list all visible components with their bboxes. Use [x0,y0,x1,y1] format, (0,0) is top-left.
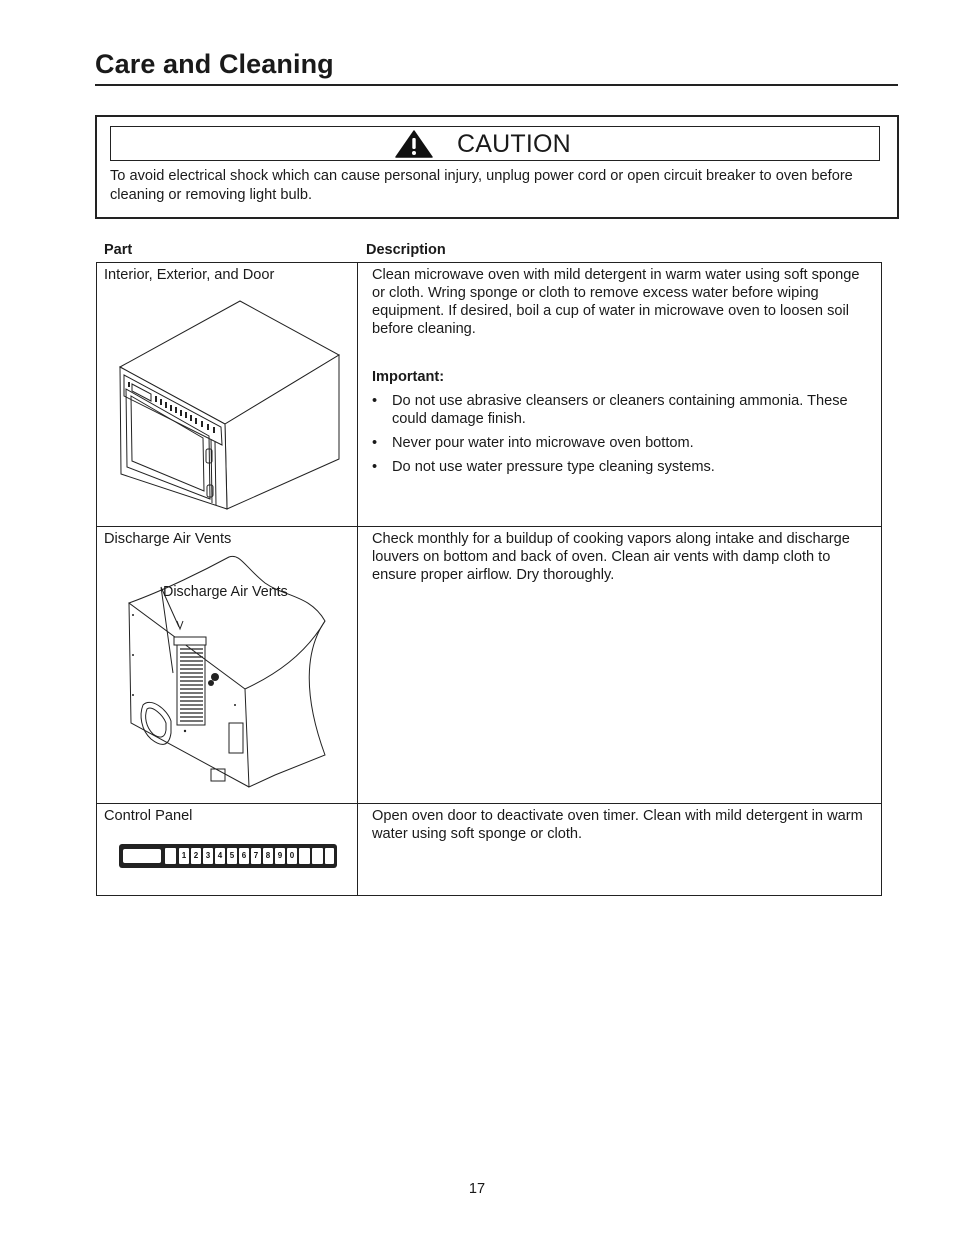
caution-header [110,126,880,161]
keypad-mode-key [165,848,176,864]
part-cell [97,804,358,896]
part-name: Interior, Exterior, and Door [104,267,275,283]
description-text: Clean microwave oven with mild detergent in warm water using soft sponge or cloth. Wring sponge or cloth to remove excess water before wiping equipment. If desired, boil a cup of water in microwave oven to loosen soil before cleaning. [372,267,860,337]
description-cell [358,804,882,896]
keypad-key: 3 [203,848,213,864]
warning-triangle-icon [395,130,433,158]
part-name: Control Panel [104,808,193,824]
keypad-key: 5 [227,848,237,864]
important-label: Important: [372,369,445,385]
column-header-part: Part [104,242,133,258]
description-text: Check monthly for a buildup of cooking vapors along intake and discharge louvers on bottom and back of oven. Clean air vents with damp cloth to ensure proper airflow. Dry thoroughly. [372,531,850,583]
keypad-key: 6 [239,848,249,864]
control-panel-keypad-illustration [119,844,337,868]
keypad-function-key [299,848,310,864]
caution-text: To avoid electrical shock which can cause personal injury, unplug power cord or open circuit breaker to oven before cleaning or removing light bulb. [110,168,853,203]
page-title: Care and Cleaning [95,49,334,79]
list-item: • Do not use abrasive cleansers or cleaners containing ammonia. These could damage finish. [372,392,873,428]
description-cell [358,527,882,804]
table-row [97,263,882,527]
keypad-display [123,849,161,863]
description-text: Open oven door to deactivate oven timer. Clean with mild detergent in warm water using soft sponge or cloth. [372,808,863,842]
keypad-key: 8 [263,848,273,864]
title-rule [95,84,898,86]
keypad-start-key [312,848,323,864]
keypad-key: 4 [215,848,225,864]
part-cell [97,527,358,804]
caution-label: CAUTION [457,130,571,158]
microwave-oven-illustration [115,299,345,513]
table-row [97,527,882,804]
description-cell [358,263,882,527]
part-name: Discharge Air Vents [104,531,232,547]
part-cell [97,263,358,527]
keypad-key: 1 [179,848,189,864]
care-table [96,262,882,896]
keypad-key: 7 [251,848,261,864]
important-list [372,392,873,476]
keypad-key: 2 [191,848,201,864]
page-number: 17 [468,1181,486,1197]
vents-callout-label: Discharge Air Vents [163,584,288,600]
list-item: • Never pour water into microwave oven bottom. [372,434,873,452]
table-row [97,804,882,896]
keypad-key: 9 [275,848,285,864]
caution-box [95,115,899,219]
column-header-description: Description [366,242,446,258]
keypad-key: 0 [287,848,297,864]
keypad-stop-key [325,848,334,864]
list-item: • Do not use water pressure type cleaning systems. [372,458,873,476]
